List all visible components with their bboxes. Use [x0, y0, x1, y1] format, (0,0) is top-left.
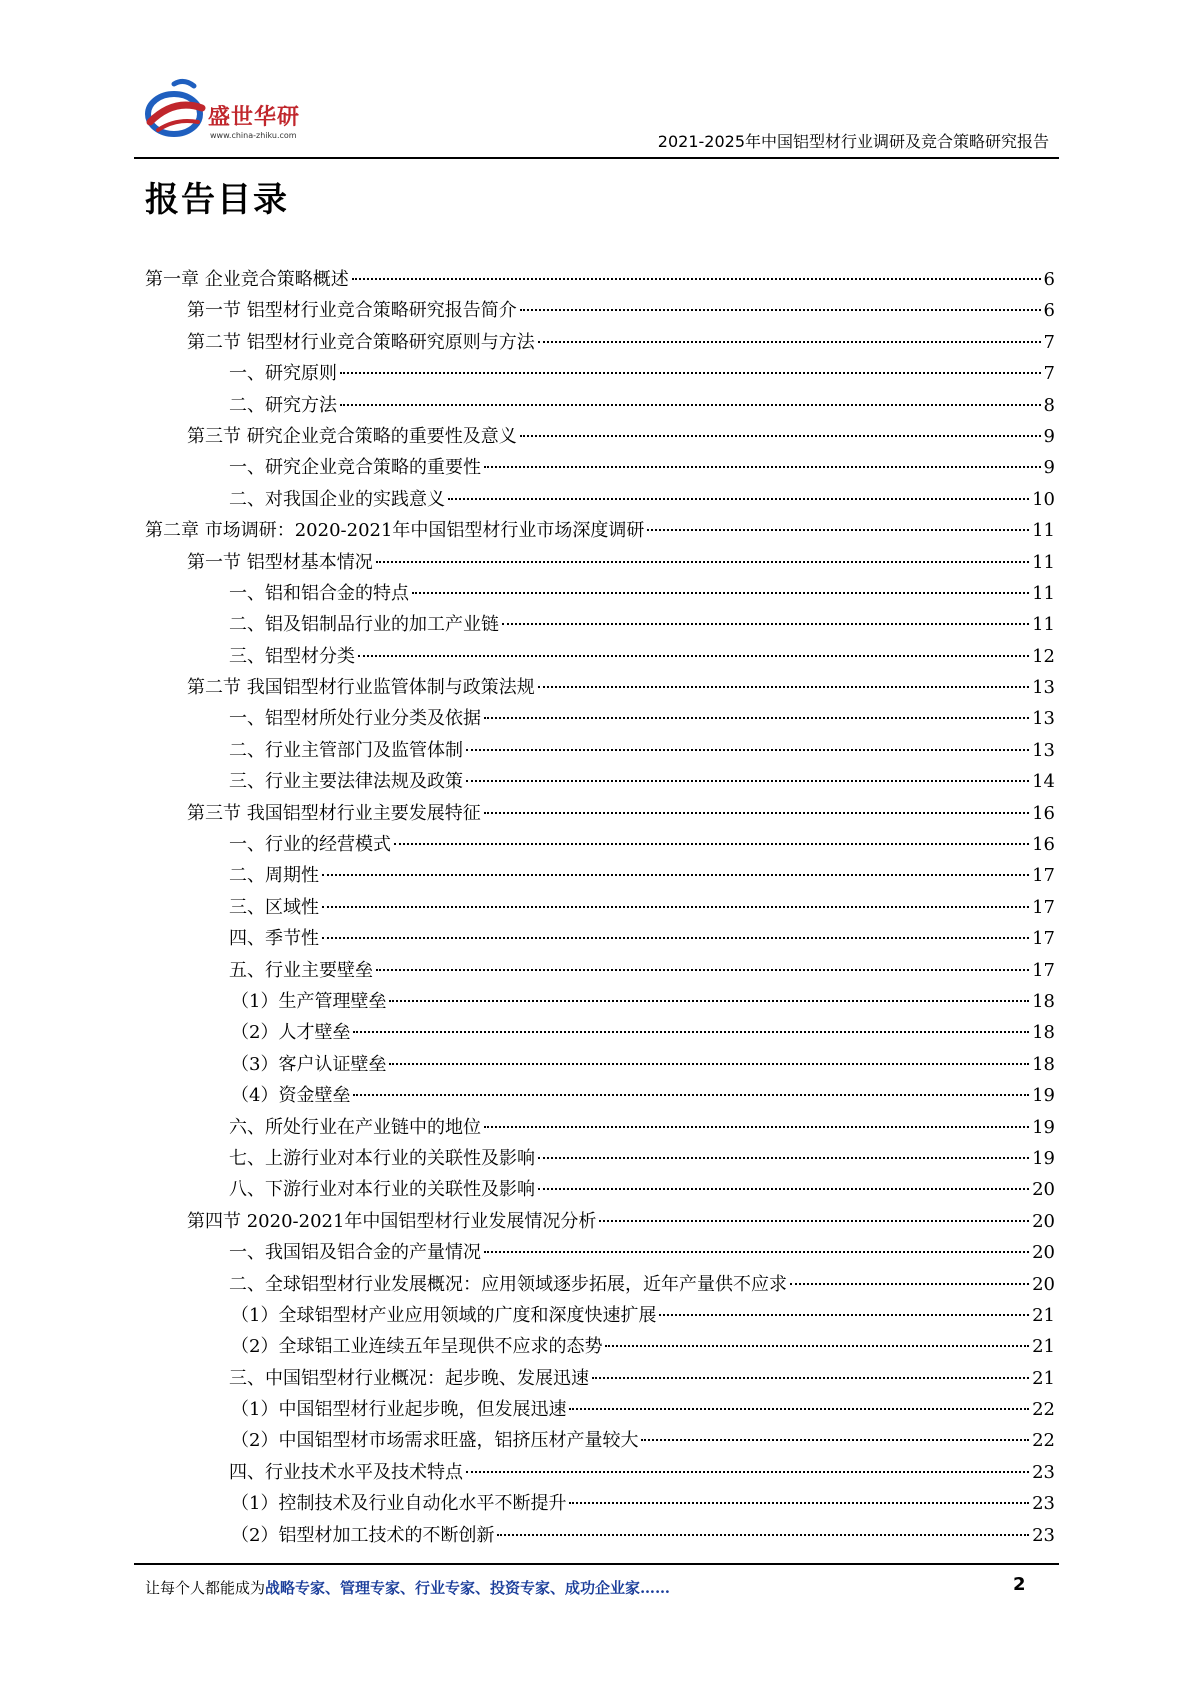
toc-entry-label: 第三节 我国铝型材行业主要发展特征	[187, 802, 481, 824]
toc-entry-page: 19	[1032, 1147, 1055, 1169]
toc-entry[interactable]	[145, 860, 1055, 891]
toc-entry[interactable]	[145, 1363, 1055, 1394]
toc-entry-label: 第四节 2020-2021年中国铝型材行业发展情况分析	[187, 1210, 597, 1232]
toc-entry-page: 20	[1032, 1273, 1055, 1295]
toc-entry-page: 11	[1032, 520, 1055, 542]
toc-entry[interactable]	[145, 798, 1055, 829]
toc-entry[interactable]	[145, 1488, 1055, 1519]
toc-leader-dots	[647, 529, 1029, 531]
footer-slogan	[145, 1577, 670, 1598]
toc-entry-label: 五、行业主要壁垒	[229, 959, 373, 981]
toc-entry-page: 21	[1032, 1336, 1055, 1358]
toc-entry-label: 二、铝及铝制品行业的加工产业链	[229, 614, 499, 636]
toc-entry-label: 一、铝型材所处行业分类及依据	[229, 708, 481, 730]
toc-leader-dots	[538, 1188, 1029, 1190]
toc-entry-page: 17	[1032, 959, 1055, 981]
toc-leader-dots	[322, 937, 1029, 939]
toc-entry-label: 二、研究方法	[229, 394, 337, 416]
toc-entry[interactable]	[145, 609, 1055, 640]
toc-entry-label: 一、研究企业竞合策略的重要性	[229, 457, 481, 479]
toc-entry[interactable]	[145, 1394, 1055, 1425]
toc-entry[interactable]	[145, 1080, 1055, 1111]
toc-entry[interactable]	[145, 358, 1055, 389]
toc-entry[interactable]	[145, 1457, 1055, 1488]
logo-url: www.china-zhiku.com	[210, 131, 297, 140]
toc-entry-label: 第一章 企业竞合策略概述	[145, 269, 349, 290]
toc-leader-dots	[466, 749, 1029, 751]
toc-entry-page: 13	[1032, 677, 1055, 699]
toc-entry-page: 16	[1032, 802, 1055, 824]
toc-leader-dots	[448, 498, 1029, 500]
header-divider	[134, 157, 1059, 159]
toc-entry[interactable]	[145, 295, 1055, 326]
slogan-highlight: 战略专家、管理专家、行业专家、投资专家、成功企业家	[265, 1579, 641, 1597]
toc-entry-page: 6	[1043, 300, 1055, 322]
toc-entry[interactable]	[145, 923, 1055, 954]
toc-entry-label: 三、行业主要法律法规及政策	[229, 771, 463, 793]
company-logo	[144, 78, 319, 150]
toc-entry-page: 20	[1032, 1242, 1055, 1264]
toc-leader-dots	[538, 1157, 1029, 1159]
toc-entry[interactable]	[145, 1143, 1055, 1174]
toc-entry[interactable]	[145, 955, 1055, 986]
toc-leader-dots	[502, 623, 1029, 625]
toc-entry-label: 二、行业主管部门及监管体制	[229, 739, 463, 761]
toc-entry-page: 7	[1043, 363, 1055, 385]
toc-entry-label: 八、下游行业对本行业的关联性及影响	[229, 1179, 535, 1201]
toc-entry-label: 一、行业的经营模式	[229, 834, 391, 856]
toc-entry[interactable]	[145, 986, 1055, 1017]
toc-leader-dots	[484, 466, 1041, 468]
toc-entry-page: 17	[1032, 928, 1055, 950]
toc-entry-label: （2）铝型材加工技术的不断创新	[231, 1524, 495, 1546]
toc-entry[interactable]	[145, 547, 1055, 578]
toc-entry-page: 21	[1032, 1304, 1055, 1326]
toc-leader-dots	[466, 780, 1029, 782]
toc-entry-page: 20	[1032, 1210, 1055, 1232]
toc-entry-page: 7	[1043, 331, 1055, 353]
toc-leader-dots	[592, 1377, 1029, 1379]
toc-leader-dots	[497, 1534, 1029, 1536]
toc-entry-label: （4）资金壁垒	[231, 1085, 351, 1107]
toc-entry[interactable]	[145, 1520, 1055, 1551]
toc-entry[interactable]	[145, 1237, 1055, 1268]
toc-entry-label: 三、铝型材分类	[229, 645, 355, 667]
toc-entry[interactable]	[145, 1269, 1055, 1300]
toc-entry-page: 18	[1032, 1053, 1055, 1075]
toc-leader-dots	[322, 906, 1029, 908]
toc-entry-page: 23	[1032, 1524, 1055, 1546]
toc-entry-page: 19	[1032, 1116, 1055, 1138]
toc-entry-page: 12	[1032, 645, 1055, 667]
toc-entry-page: 17	[1032, 865, 1055, 887]
toc-entry[interactable]	[145, 892, 1055, 923]
toc-entry-label: 第一节 铝型材行业竞合策略研究报告简介	[187, 300, 517, 322]
toc-entry-label: （2）人才壁垒	[231, 1022, 351, 1044]
toc-entry-label: 四、季节性	[229, 928, 319, 950]
toc-entry[interactable]	[145, 390, 1055, 421]
toc-entry-label: 四、行业技术水平及技术特点	[229, 1461, 463, 1483]
toc-entry-label: （2）中国铝型材市场需求旺盛，铝挤压材产量较大	[231, 1430, 639, 1452]
toc-entry-page: 22	[1032, 1430, 1055, 1452]
toc-entry[interactable]	[145, 1049, 1055, 1080]
toc-entry[interactable]	[145, 1174, 1055, 1205]
toc-entry[interactable]	[145, 452, 1055, 483]
toc-entry[interactable]	[145, 672, 1055, 703]
toc-leader-dots	[376, 561, 1029, 563]
toc-entry-label: （3）客户认证壁垒	[231, 1053, 387, 1075]
toc-leader-dots	[352, 278, 1041, 280]
toc-leader-dots	[389, 1063, 1029, 1065]
toc-entry-page: 20	[1032, 1179, 1055, 1201]
toc-entry-page: 17	[1032, 896, 1055, 918]
toc-entry[interactable]	[145, 578, 1055, 609]
toc-entry-page: 9	[1043, 457, 1055, 479]
toc-entry[interactable]	[145, 1331, 1055, 1362]
page-header	[134, 78, 1059, 160]
toc-leader-dots	[353, 1031, 1029, 1033]
toc-entry-page: 23	[1032, 1461, 1055, 1483]
toc-leader-dots	[605, 1345, 1029, 1347]
toc-entry-label: 二、周期性	[229, 865, 319, 887]
table-of-contents	[145, 264, 1055, 1551]
toc-entry-label: 第二节 我国铝型材行业监管体制与政策法规	[187, 677, 535, 699]
toc-leader-dots	[412, 592, 1029, 594]
page-number: 2	[1013, 1574, 1026, 1595]
toc-entry-page: 18	[1032, 1022, 1055, 1044]
toc-entry-label: 六、所处行业在产业链中的地位	[229, 1116, 481, 1138]
toc-entry-label: 第二章 市场调研：2020-2021年中国铝型材行业市场深度调研	[145, 520, 645, 542]
toc-leader-dots	[659, 1314, 1029, 1316]
toc-entry[interactable]	[145, 264, 1055, 295]
toc-leader-dots	[569, 1502, 1029, 1504]
toc-entry[interactable]	[145, 515, 1055, 546]
toc-leader-dots	[484, 812, 1029, 814]
toc-entry-label: （1）控制技术及行业自动化水平不断提升	[231, 1493, 567, 1515]
toc-entry-label: 第一节 铝型材基本情况	[187, 551, 373, 573]
toc-entry[interactable]	[145, 641, 1055, 672]
toc-entry[interactable]	[145, 484, 1055, 515]
toc-leader-dots	[353, 1094, 1029, 1096]
toc-entry-page: 23	[1032, 1493, 1055, 1515]
toc-entry[interactable]	[145, 1206, 1055, 1237]
toc-leader-dots	[538, 341, 1041, 343]
toc-entry-label: （1）全球铝型材产业应用领域的广度和深度快速扩展	[231, 1304, 657, 1326]
toc-leader-dots	[466, 1471, 1029, 1473]
toc-entry[interactable]	[145, 766, 1055, 797]
toc-entry-page: 13	[1032, 708, 1055, 730]
toc-entry-page: 18	[1032, 990, 1055, 1012]
toc-leader-dots	[641, 1439, 1029, 1441]
toc-entry[interactable]	[145, 703, 1055, 734]
toc-entry-label: 二、全球铝型材行业发展概况：应用领域逐步拓展，近年产量供不应求	[229, 1273, 787, 1295]
toc-leader-dots	[569, 1408, 1029, 1410]
toc-entry-page: 11	[1032, 551, 1055, 573]
toc-entry-label: 一、我国铝及铝合金的产量情况	[229, 1242, 481, 1264]
toc-entry[interactable]	[145, 829, 1055, 860]
report-title: 2021-2025年中国铝型材行业调研及竞合策略研究报告	[657, 132, 1049, 151]
toc-entry-label: 一、研究原则	[229, 363, 337, 385]
footer-divider	[134, 1563, 1059, 1565]
toc-entry-page: 22	[1032, 1399, 1055, 1421]
slogan-prefix: 让每个人都能成为	[145, 1579, 266, 1597]
toc-entry-page: 13	[1032, 739, 1055, 761]
toc-entry-page: 8	[1043, 394, 1055, 416]
toc-entry-page: 6	[1043, 269, 1055, 290]
toc-entry-page: 21	[1032, 1367, 1055, 1389]
toc-entry-page: 16	[1032, 834, 1055, 856]
toc-entry-page: 11	[1032, 582, 1055, 604]
toc-entry-page: 19	[1032, 1085, 1055, 1107]
toc-entry-label: （1）中国铝型材行业起步晚，但发展迅速	[231, 1399, 567, 1421]
toc-leader-dots	[340, 404, 1041, 406]
toc-entry[interactable]	[145, 1425, 1055, 1456]
page-title: 报告目录	[145, 180, 289, 220]
toc-entry-label: 三、中国铝型材行业概况：起步晚、发展迅速	[229, 1367, 589, 1389]
toc-entry[interactable]	[145, 1300, 1055, 1331]
toc-leader-dots	[538, 686, 1029, 688]
toc-leader-dots	[389, 1000, 1029, 1002]
toc-entry[interactable]	[145, 735, 1055, 766]
logo-mark-icon	[144, 78, 208, 140]
toc-leader-dots	[520, 435, 1041, 437]
toc-leader-dots	[358, 655, 1029, 657]
toc-entry-page: 14	[1032, 771, 1055, 793]
toc-leader-dots	[520, 309, 1041, 311]
slogan-suffix: ……	[640, 1579, 671, 1597]
toc-leader-dots	[376, 969, 1029, 971]
toc-entry-label: 第二节 铝型材行业竞合策略研究原则与方法	[187, 331, 535, 353]
toc-leader-dots	[340, 372, 1041, 374]
toc-entry-page: 11	[1032, 614, 1055, 636]
toc-leader-dots	[484, 1251, 1029, 1253]
toc-leader-dots	[322, 874, 1029, 876]
toc-entry-label: （1）生产管理壁垒	[231, 990, 387, 1012]
logo-text: 盛世华研	[208, 105, 301, 130]
toc-entry-label: 一、铝和铝合金的特点	[229, 582, 409, 604]
toc-entry-page: 10	[1032, 488, 1055, 510]
toc-entry-label: 二、对我国企业的实践意义	[229, 488, 445, 510]
toc-entry[interactable]	[145, 421, 1055, 452]
toc-entry-label: 七、上游行业对本行业的关联性及影响	[229, 1147, 535, 1169]
toc-entry[interactable]	[145, 1112, 1055, 1143]
toc-leader-dots	[599, 1220, 1029, 1222]
toc-entry-label: 第三节 研究企业竞合策略的重要性及意义	[187, 425, 517, 447]
toc-leader-dots	[484, 1126, 1029, 1128]
toc-leader-dots	[394, 843, 1029, 845]
toc-entry-label: （2）全球铝工业连续五年呈现供不应求的态势	[231, 1336, 603, 1358]
toc-leader-dots	[484, 717, 1029, 719]
toc-entry[interactable]	[145, 327, 1055, 358]
toc-leader-dots	[790, 1283, 1029, 1285]
toc-entry-page: 9	[1043, 425, 1055, 447]
toc-entry[interactable]	[145, 1017, 1055, 1048]
toc-entry-label: 三、区域性	[229, 896, 319, 918]
